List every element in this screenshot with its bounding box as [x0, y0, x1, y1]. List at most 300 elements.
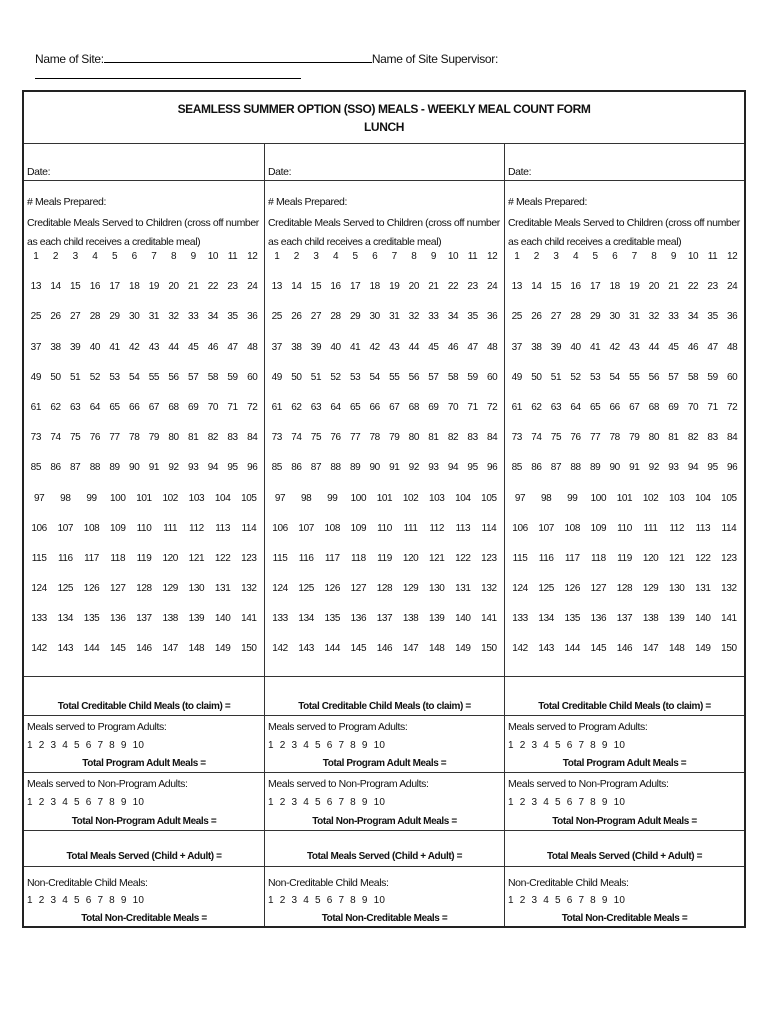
meal-number[interactable]: 99 — [567, 492, 578, 504]
meal-number[interactable]: 16 — [330, 281, 341, 293]
meal-number[interactable]: 131 — [695, 583, 711, 595]
meal-number[interactable]: 62 — [531, 401, 542, 413]
meal-number[interactable]: 25 — [30, 311, 41, 323]
meal-number[interactable]: 22 — [687, 281, 699, 293]
meal-number[interactable]: 97 — [514, 492, 526, 504]
meal-number[interactable]: 137 — [136, 613, 152, 625]
meal-number[interactable]: 142 — [31, 643, 47, 655]
meal-number[interactable]: 134 — [298, 613, 314, 625]
meal-number[interactable]: 143 — [298, 643, 314, 655]
meal-number[interactable]: 67 — [389, 401, 400, 413]
meal-number[interactable]: 19 — [148, 281, 160, 293]
meal-number[interactable]: 55 — [629, 371, 640, 383]
meal-number[interactable]: 110 — [377, 522, 392, 534]
meal-number[interactable]: 83 — [707, 432, 718, 444]
meal-number[interactable]: 68 — [648, 401, 659, 413]
meal-number[interactable]: 76 — [89, 432, 101, 444]
meal-number[interactable]: 42 — [369, 341, 380, 353]
meal-number[interactable]: 88 — [89, 462, 101, 474]
meal-number[interactable]: 84 — [247, 432, 258, 444]
meal-number[interactable]: 84 — [486, 432, 498, 444]
meal-number[interactable]: 109 — [350, 522, 367, 534]
meal-number[interactable]: 10 — [447, 251, 459, 262]
meal-number[interactable]: 3 — [553, 251, 559, 262]
meal-number[interactable]: 73 — [30, 432, 41, 444]
meal-number[interactable]: 115 — [272, 552, 288, 564]
meal-number[interactable]: 119 — [617, 552, 632, 564]
meal-number[interactable]: 12 — [247, 251, 258, 262]
meal-number[interactable]: 53 — [589, 371, 601, 383]
meal-number[interactable]: 140 — [214, 613, 231, 625]
meal-number[interactable]: 150 — [241, 643, 257, 655]
meal-number[interactable]: 115 — [512, 552, 528, 564]
meal-number[interactable]: 139 — [428, 613, 445, 625]
meal-number[interactable]: 93 — [188, 462, 199, 474]
meal-number[interactable]: 69 — [668, 401, 679, 413]
meal-number[interactable]: 90 — [129, 462, 140, 474]
meal-number[interactable]: 70 — [207, 401, 219, 413]
meal-number[interactable]: 2 — [293, 251, 299, 262]
meal-number[interactable]: 28 — [330, 311, 341, 323]
meal-number[interactable]: 150 — [721, 643, 737, 655]
meal-number[interactable]: 127 — [350, 583, 367, 595]
meal-number[interactable]: 67 — [148, 401, 160, 413]
meal-number[interactable]: 125 — [538, 583, 554, 595]
meal-number[interactable]: 106 — [31, 522, 47, 534]
program-adults-tally[interactable]: 1 2 3 4 5 6 7 8 9 10 — [268, 740, 386, 751]
meal-number[interactable]: 96 — [486, 462, 498, 474]
meal-number[interactable]: 64 — [330, 401, 341, 413]
meal-number[interactable]: 59 — [227, 371, 238, 383]
meal-number[interactable]: 50 — [531, 371, 542, 383]
meal-number[interactable]: 26 — [531, 311, 542, 323]
meal-number[interactable]: 138 — [402, 613, 419, 625]
meal-number[interactable]: 28 — [570, 311, 581, 323]
meal-number[interactable]: 126 — [564, 583, 581, 595]
meal-number[interactable]: 44 — [168, 341, 179, 353]
meal-number[interactable]: 79 — [148, 432, 160, 444]
meal-number[interactable]: 132 — [721, 583, 737, 595]
meal-number[interactable]: 49 — [30, 371, 41, 383]
meal-number[interactable]: 74 — [50, 432, 61, 444]
meal-number[interactable]: 48 — [726, 341, 738, 353]
meal-number[interactable]: 57 — [668, 371, 679, 383]
meal-number[interactable]: 31 — [148, 311, 160, 323]
meal-number[interactable]: 100 — [350, 492, 367, 504]
meal-number[interactable]: 133 — [512, 613, 528, 625]
meal-number[interactable]: 36 — [247, 311, 258, 323]
meal-number[interactable]: 101 — [616, 492, 633, 504]
meal-number[interactable]: 78 — [609, 432, 620, 444]
supervisor-field[interactable] — [35, 66, 301, 79]
meal-number[interactable]: 73 — [511, 432, 522, 444]
meal-number[interactable]: 140 — [695, 613, 711, 625]
meal-number[interactable]: 27 — [70, 311, 81, 323]
meal-number[interactable]: 107 — [538, 522, 554, 534]
meal-number[interactable]: 65 — [109, 401, 120, 413]
meal-number[interactable]: 48 — [247, 341, 258, 353]
meal-number[interactable]: 135 — [564, 613, 581, 625]
meal-number[interactable]: 85 — [511, 462, 522, 474]
meal-number[interactable]: 66 — [609, 401, 620, 413]
meal-number[interactable]: 32 — [408, 311, 419, 323]
meal-number[interactable]: 118 — [110, 552, 126, 564]
meal-number[interactable]: 147 — [642, 643, 659, 655]
meal-number[interactable]: 83 — [467, 432, 478, 444]
meal-number[interactable]: 109 — [590, 522, 607, 534]
meal-number[interactable]: 77 — [109, 432, 120, 444]
meal-number[interactable]: 47 — [707, 341, 718, 353]
meal-number[interactable]: 123 — [241, 552, 257, 564]
meal-number[interactable]: 14 — [50, 281, 61, 293]
meal-number[interactable]: 43 — [629, 341, 640, 353]
meal-number[interactable]: 135 — [83, 613, 100, 625]
meal-number[interactable]: 13 — [511, 281, 522, 293]
meal-number[interactable]: 46 — [687, 341, 699, 353]
meal-number[interactable]: 13 — [30, 281, 41, 293]
meal-number[interactable]: 113 — [455, 522, 471, 534]
meal-number[interactable]: 34 — [687, 311, 699, 323]
meal-number[interactable]: 78 — [129, 432, 140, 444]
meal-number[interactable]: 23 — [707, 281, 718, 293]
meal-number[interactable]: 81 — [668, 432, 679, 444]
meal-number[interactable]: 75 — [550, 432, 562, 444]
meal-number[interactable]: 87 — [550, 462, 562, 474]
meal-number[interactable]: 93 — [668, 462, 679, 474]
meal-number[interactable]: 124 — [512, 583, 528, 595]
meal-number[interactable]: 149 — [455, 643, 471, 655]
meal-number[interactable]: 142 — [272, 643, 288, 655]
meal-number[interactable]: 48 — [486, 341, 498, 353]
meal-number[interactable]: 123 — [481, 552, 497, 564]
site-name-field[interactable] — [104, 50, 372, 63]
meal-number[interactable]: 12 — [486, 251, 498, 262]
meal-number[interactable]: 108 — [83, 522, 100, 534]
meal-number[interactable]: 126 — [324, 583, 341, 595]
meal-number[interactable]: 47 — [227, 341, 238, 353]
meal-number[interactable]: 121 — [428, 552, 445, 564]
meal-number[interactable]: 74 — [531, 432, 542, 444]
meal-number[interactable]: 70 — [687, 401, 699, 413]
meal-number[interactable]: 16 — [89, 281, 101, 293]
meal-number[interactable]: 5 — [111, 251, 118, 262]
meal-number[interactable]: 85 — [271, 462, 282, 474]
meal-number[interactable]: 39 — [550, 341, 562, 353]
meal-number[interactable]: 133 — [31, 613, 47, 625]
meal-number[interactable]: 80 — [648, 432, 659, 444]
meal-number[interactable]: 21 — [668, 281, 679, 293]
meal-number[interactable]: 114 — [481, 522, 497, 534]
meal-number[interactable]: 43 — [148, 341, 160, 353]
meal-number[interactable]: 75 — [310, 432, 322, 444]
meal-number[interactable]: 100 — [110, 492, 126, 504]
meal-number[interactable]: 143 — [538, 643, 554, 655]
meal-number[interactable]: 118 — [351, 552, 366, 564]
meal-number[interactable]: 73 — [271, 432, 282, 444]
meal-number[interactable]: 41 — [349, 341, 361, 353]
meal-number[interactable]: 138 — [642, 613, 659, 625]
meal-number[interactable]: 136 — [350, 613, 367, 625]
meal-number[interactable]: 99 — [327, 492, 338, 504]
meal-number[interactable]: 46 — [207, 341, 219, 353]
meal-number[interactable]: 101 — [376, 492, 393, 504]
meal-number[interactable]: 84 — [726, 432, 738, 444]
meal-number[interactable]: 46 — [447, 341, 459, 353]
meal-number[interactable]: 56 — [168, 371, 179, 383]
meal-number[interactable]: 119 — [377, 552, 392, 564]
meal-number[interactable]: 79 — [389, 432, 400, 444]
meal-number[interactable]: 71 — [227, 401, 238, 413]
meal-number[interactable]: 135 — [324, 613, 341, 625]
meal-number[interactable]: 6 — [372, 251, 378, 262]
meal-number[interactable]: 17 — [349, 281, 361, 293]
meal-number[interactable]: 133 — [272, 613, 288, 625]
meal-number[interactable]: 121 — [668, 552, 685, 564]
meal-number[interactable]: 3 — [313, 251, 319, 262]
meal-number[interactable]: 81 — [428, 432, 439, 444]
meal-number[interactable]: 52 — [570, 371, 581, 383]
meal-number[interactable]: 33 — [188, 311, 199, 323]
meal-number[interactable]: 109 — [110, 522, 126, 534]
meal-number[interactable]: 26 — [50, 311, 61, 323]
meal-number[interactable]: 14 — [291, 281, 302, 293]
non-program-adults-tally[interactable]: 1 2 3 4 5 6 7 8 9 10 — [268, 797, 386, 808]
meal-number[interactable]: 64 — [89, 401, 101, 413]
meal-number[interactable]: 98 — [60, 492, 71, 504]
meal-number[interactable]: 149 — [214, 643, 231, 655]
meal-number[interactable]: 43 — [389, 341, 400, 353]
meal-number[interactable]: 79 — [629, 432, 640, 444]
meal-number[interactable]: 17 — [109, 281, 120, 293]
meal-number[interactable]: 127 — [110, 583, 126, 595]
meal-number[interactable]: 54 — [129, 371, 140, 383]
meal-number[interactable]: 113 — [695, 522, 711, 534]
meal-number[interactable]: 8 — [170, 251, 177, 262]
meal-number[interactable]: 77 — [589, 432, 601, 444]
meal-number[interactable]: 31 — [629, 311, 640, 323]
meal-number[interactable]: 96 — [247, 462, 258, 474]
meal-number[interactable]: 142 — [512, 643, 528, 655]
meal-number[interactable]: 98 — [541, 492, 552, 504]
meal-number[interactable]: 61 — [30, 401, 41, 413]
meal-number[interactable]: 102 — [162, 492, 178, 504]
meal-number[interactable]: 105 — [721, 492, 737, 504]
meal-number[interactable]: 21 — [428, 281, 439, 293]
meal-number[interactable]: 37 — [271, 341, 282, 353]
meal-number[interactable]: 67 — [629, 401, 640, 413]
meal-number[interactable]: 42 — [609, 341, 620, 353]
meal-number[interactable]: 20 — [168, 281, 179, 293]
meal-number[interactable]: 107 — [298, 522, 314, 534]
meal-number[interactable]: 58 — [447, 371, 459, 383]
meal-number[interactable]: 20 — [648, 281, 659, 293]
meal-number[interactable]: 11 — [467, 251, 478, 262]
meal-number[interactable]: 4 — [572, 251, 579, 262]
meal-number[interactable]: 116 — [298, 552, 314, 564]
meal-number[interactable]: 33 — [668, 311, 679, 323]
meal-number[interactable]: 61 — [271, 401, 282, 413]
meal-number[interactable]: 145 — [110, 643, 126, 655]
meal-number[interactable]: 138 — [162, 613, 178, 625]
meal-number[interactable]: 107 — [57, 522, 74, 534]
meal-number[interactable]: 145 — [350, 643, 367, 655]
meal-number[interactable]: 11 — [707, 251, 718, 262]
meal-number[interactable]: 37 — [30, 341, 41, 353]
meal-number[interactable]: 95 — [467, 462, 478, 474]
meal-number[interactable]: 10 — [207, 251, 219, 262]
meal-number[interactable]: 89 — [589, 462, 601, 474]
meal-number[interactable]: 62 — [50, 401, 61, 413]
meal-number[interactable]: 94 — [687, 462, 699, 474]
program-adults-tally[interactable]: 1 2 3 4 5 6 7 8 9 10 — [508, 740, 626, 751]
meal-number[interactable]: 40 — [570, 341, 581, 353]
meal-number[interactable]: 51 — [70, 371, 81, 383]
meal-number[interactable]: 34 — [207, 311, 219, 323]
meal-number[interactable]: 129 — [162, 583, 178, 595]
meal-number[interactable]: 65 — [589, 401, 601, 413]
meal-number[interactable]: 72 — [726, 401, 738, 413]
meal-number[interactable]: 111 — [403, 522, 418, 534]
meal-number[interactable]: 69 — [188, 401, 199, 413]
meal-number[interactable]: 35 — [467, 311, 478, 323]
meal-number[interactable]: 7 — [391, 251, 397, 262]
meal-number[interactable]: 83 — [227, 432, 238, 444]
meal-number[interactable]: 40 — [330, 341, 341, 353]
meal-number[interactable]: 148 — [428, 643, 445, 655]
meal-number[interactable]: 85 — [30, 462, 41, 474]
meal-number[interactable]: 32 — [648, 311, 659, 323]
meal-number[interactable]: 128 — [136, 583, 152, 595]
meal-number[interactable]: 127 — [590, 583, 607, 595]
meal-number[interactable]: 45 — [668, 341, 679, 353]
meal-number[interactable]: 63 — [310, 401, 322, 413]
meal-number[interactable]: 144 — [324, 643, 341, 655]
meal-number[interactable]: 31 — [389, 311, 400, 323]
meal-number[interactable]: 50 — [50, 371, 61, 383]
meal-number[interactable]: 75 — [70, 432, 81, 444]
meal-number[interactable]: 16 — [570, 281, 581, 293]
meal-number[interactable]: 36 — [486, 311, 498, 323]
meal-number[interactable]: 149 — [695, 643, 711, 655]
meal-number[interactable]: 61 — [511, 401, 522, 413]
meal-number[interactable]: 117 — [324, 552, 340, 564]
meal-number[interactable]: 24 — [726, 281, 738, 293]
meal-number[interactable]: 9 — [670, 251, 676, 262]
meal-number[interactable]: 1 — [274, 251, 280, 262]
meal-number[interactable]: 126 — [83, 583, 100, 595]
meal-number[interactable]: 55 — [389, 371, 400, 383]
meal-number[interactable]: 128 — [616, 583, 633, 595]
meal-number[interactable]: 41 — [589, 341, 601, 353]
meal-number[interactable]: 25 — [511, 311, 522, 323]
meal-number[interactable]: 58 — [687, 371, 699, 383]
meal-number[interactable]: 98 — [301, 492, 312, 504]
meal-number[interactable]: 123 — [721, 552, 737, 564]
meal-number[interactable]: 29 — [589, 311, 601, 323]
meal-number[interactable]: 80 — [168, 432, 179, 444]
meal-number[interactable]: 122 — [695, 552, 711, 564]
meal-number[interactable]: 102 — [402, 492, 419, 504]
meal-number[interactable]: 34 — [447, 311, 459, 323]
meal-number[interactable]: 124 — [272, 583, 288, 595]
meal-number[interactable]: 111 — [163, 522, 178, 534]
meal-number[interactable]: 15 — [70, 281, 81, 293]
meal-number[interactable]: 137 — [376, 613, 393, 625]
meal-number[interactable]: 35 — [707, 311, 718, 323]
meal-number[interactable]: 35 — [227, 311, 238, 323]
meal-number[interactable]: 9 — [190, 251, 196, 262]
meal-number[interactable]: 139 — [188, 613, 205, 625]
meal-number[interactable]: 32 — [168, 311, 179, 323]
meal-number[interactable]: 93 — [428, 462, 439, 474]
meal-number[interactable]: 95 — [227, 462, 238, 474]
meal-number[interactable]: 39 — [70, 341, 81, 353]
meal-number[interactable]: 41 — [109, 341, 120, 353]
meal-number[interactable]: 66 — [369, 401, 380, 413]
meal-number[interactable]: 18 — [369, 281, 380, 293]
meal-number[interactable]: 3 — [72, 251, 78, 262]
meal-number[interactable]: 14 — [531, 281, 542, 293]
meal-number[interactable]: 122 — [214, 552, 231, 564]
meal-number[interactable]: 111 — [643, 522, 658, 534]
meal-number[interactable]: 125 — [298, 583, 314, 595]
meal-number[interactable]: 97 — [33, 492, 45, 504]
meal-number[interactable]: 141 — [481, 613, 497, 625]
meal-number[interactable]: 71 — [467, 401, 478, 413]
meal-number[interactable]: 115 — [31, 552, 47, 564]
meal-number[interactable]: 112 — [189, 522, 204, 534]
meal-number[interactable]: 56 — [408, 371, 419, 383]
meal-number[interactable]: 82 — [687, 432, 699, 444]
meal-number[interactable]: 33 — [428, 311, 439, 323]
meal-number[interactable]: 13 — [271, 281, 282, 293]
meal-number[interactable]: 52 — [330, 371, 341, 383]
meal-number[interactable]: 5 — [352, 251, 358, 262]
meal-number[interactable]: 132 — [241, 583, 257, 595]
meal-number[interactable]: 105 — [481, 492, 497, 504]
meal-number[interactable]: 68 — [168, 401, 179, 413]
meal-number[interactable]: 50 — [291, 371, 302, 383]
meal-number[interactable]: 45 — [188, 341, 199, 353]
meal-number[interactable]: 105 — [241, 492, 257, 504]
meal-number[interactable]: 30 — [129, 311, 140, 323]
meal-number[interactable]: 64 — [570, 401, 581, 413]
meal-number[interactable]: 143 — [57, 643, 74, 655]
meal-number[interactable]: 9 — [430, 251, 436, 262]
meal-number[interactable]: 23 — [467, 281, 478, 293]
meal-number[interactable]: 24 — [486, 281, 498, 293]
meal-number[interactable]: 55 — [148, 371, 160, 383]
meal-number[interactable]: 58 — [207, 371, 219, 383]
meal-number[interactable]: 113 — [215, 522, 231, 534]
meal-number[interactable]: 37 — [511, 341, 522, 353]
meal-number[interactable]: 56 — [648, 371, 659, 383]
meal-number[interactable]: 92 — [168, 462, 179, 474]
meal-number[interactable]: 90 — [609, 462, 620, 474]
meal-number[interactable]: 118 — [591, 552, 606, 564]
meal-number[interactable]: 29 — [109, 311, 120, 323]
meal-number[interactable]: 8 — [651, 251, 657, 262]
meal-number[interactable]: 82 — [447, 432, 459, 444]
meal-number[interactable]: 92 — [408, 462, 419, 474]
meal-number[interactable]: 62 — [291, 401, 302, 413]
meal-number[interactable]: 65 — [349, 401, 361, 413]
meal-number[interactable]: 102 — [642, 492, 659, 504]
meal-number[interactable]: 18 — [609, 281, 620, 293]
meal-number[interactable]: 15 — [550, 281, 562, 293]
meal-number[interactable]: 60 — [726, 371, 738, 383]
non-creditable-tally[interactable]: 1 2 3 4 5 6 7 8 9 10 — [27, 895, 145, 906]
